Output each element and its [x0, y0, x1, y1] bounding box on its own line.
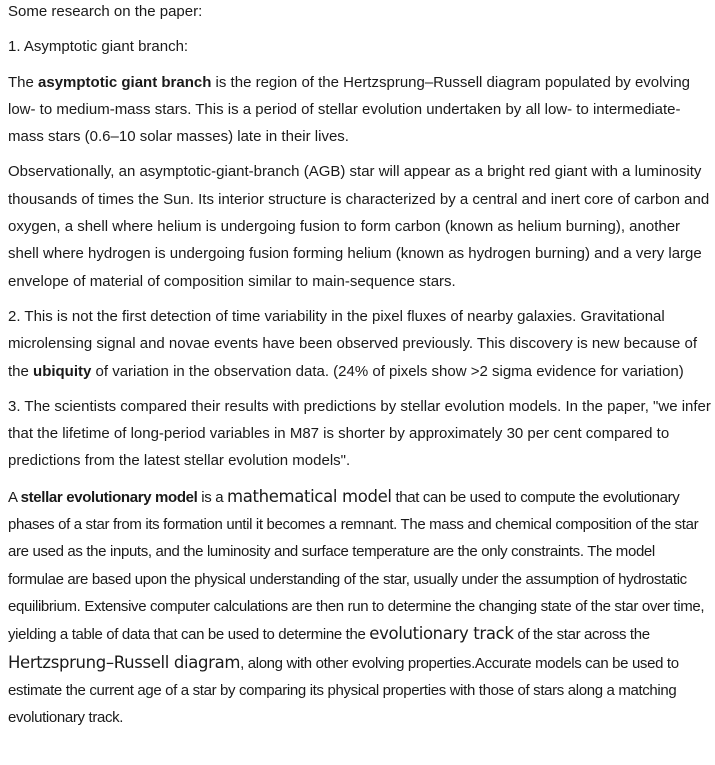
section-2-paragraph — [8, 303, 713, 385]
section-1-heading: 1. Asymptotic giant branch: — [8, 38, 189, 56]
text: of variation in the observation data. (24% of pixels show >2 sigma evidence for variation) — [91, 362, 684, 380]
section-3-paragraph: 3. The scientists compared their results with predictions by stellar evolution models. In the paper, "we infer that the lifetime of long-period variables in M87 is shorter by approximately 30 per cent compared to predictions from the latest stellar evolution models". — [8, 397, 711, 470]
intro-line: Some research on the paper: — [8, 3, 203, 20]
link-evolutionary-track[interactable]: evolutionary track — [369, 624, 514, 644]
text: is a — [197, 488, 228, 506]
text: that can be used to compute the evolutionary phases of a star from its formation until it becomes a remnant. The mass and chemical composition of the star are used as the inputs, and the luminosity and surface temperature are the only constraints. The model formulae are based upon the physical understanding of the star, usually under the assumption of hydrostatic equilibrium. Extensive computer calculations are then run to determine the changing state of the star over time, yielding a table of data that can be used to determine the — [8, 488, 705, 644]
text: 2. This is not the first detection of time variability in the pixel fluxes of nearby galaxies. Gravitational microlensing signal and novae events have been observed previously. This discovery is new because of the — [8, 307, 698, 380]
bold-term-stellar-evolutionary-model: stellar evolutionary model — [20, 488, 198, 506]
bold-term-asymptotic-giant-branch: asymptotic giant branch — [38, 73, 212, 91]
stellar-model-paragraph — [8, 483, 713, 732]
text: is the region of the Hertzsprung–Russell diagram populated by evolving low- to medium-mass stars. This is a period of stellar evolution undertaken by all low- to intermediate-mass stars (0.6–10 solar masses) late in their lives. — [8, 73, 690, 146]
link-hertzsprung-russell-diagram[interactable]: Hertzsprung–Russell diagram — [8, 652, 241, 672]
text: , along with other evolving properties.Accurate models can be used to estimate the current age of a star by comparing its physical properties with those of stars along a matching evolutionary track. — [8, 654, 679, 727]
text: The — [8, 73, 39, 91]
text: A — [8, 488, 21, 506]
text: of the star across the — [513, 626, 650, 644]
bold-term-ubiquity: ubiquity — [33, 362, 92, 380]
link-mathematical-model[interactable]: mathematical model — [227, 486, 392, 506]
agb-observation-paragraph: Observationally, an asymptotic-giant-branch (AGB) star will appear as a bright red giant with a luminosity thousands of times the Sun. Its interior structure is characterized by a central and inert core of carbon and oxygen, a shell where helium is undergoing fusion to form carbon (known as helium burning), another shell where hydrogen is undergoing fusion forming helium (known as hydrogen burning) and a very large envelope of material of composition similar to main-sequence stars. — [8, 163, 710, 290]
agb-definition-paragraph — [8, 69, 713, 151]
